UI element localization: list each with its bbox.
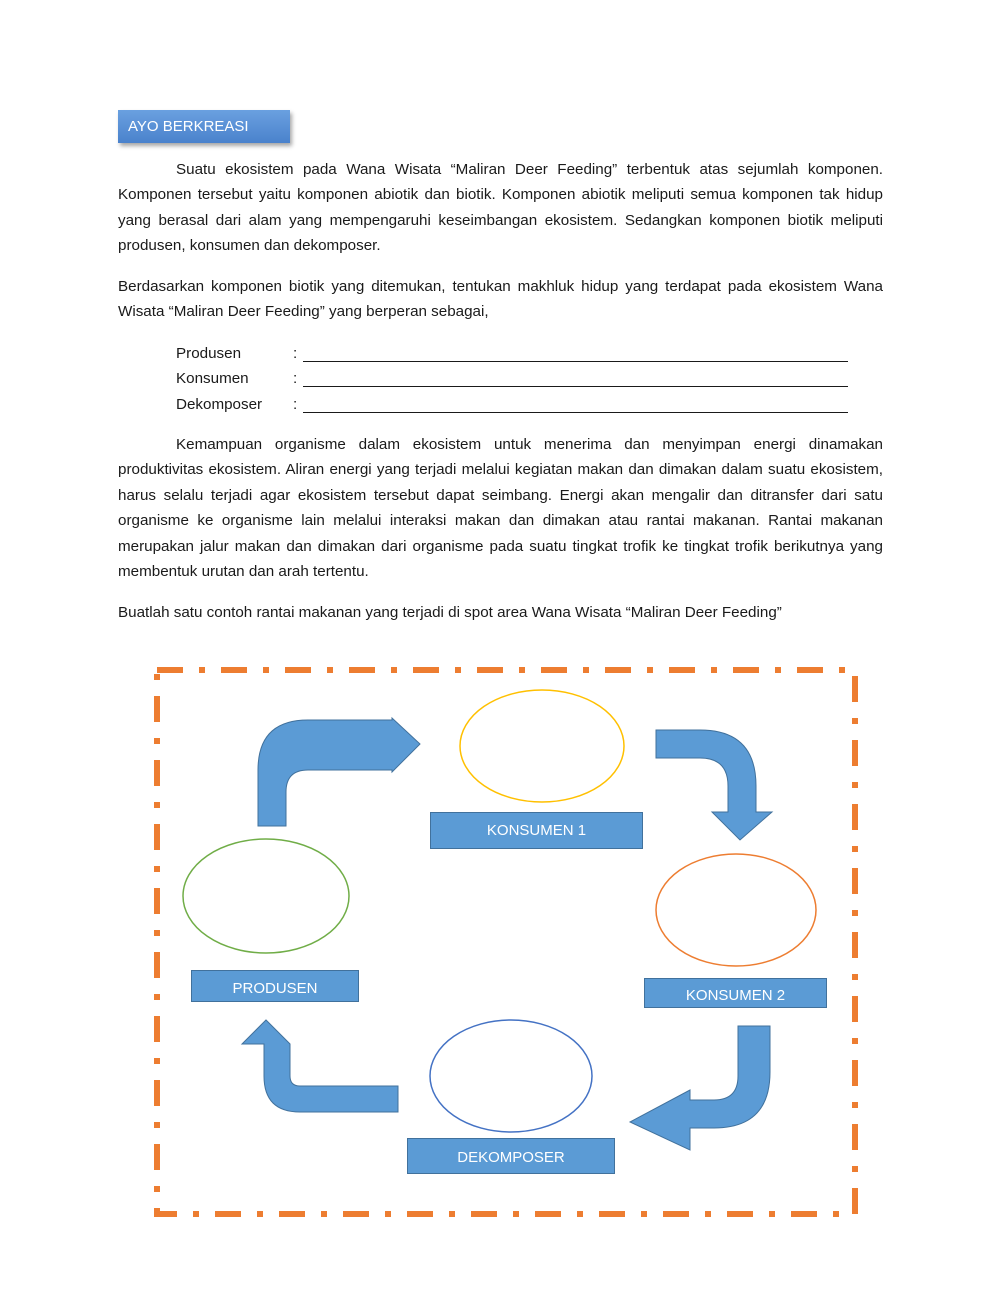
answer-label: Produsen [176, 345, 242, 362]
arrow-produsen-to-konsumen1 [258, 718, 420, 826]
arrow-konsumen2-to-dekomposer [630, 1026, 770, 1150]
oval-konsumen1[interactable] [460, 690, 624, 802]
answer-colon: : [293, 396, 298, 413]
oval-produsen[interactable] [183, 839, 349, 953]
instruction-paragraph: Berdasarkan komponen biotik yang ditemukan, tentukan makhluk hidup yang terdapat pada ekosistem Wana Wisata “Maliran Deer Feeding” yang berperan sebagai, [118, 278, 883, 321]
section-heading: AYO BERKREASI [118, 110, 290, 143]
task-paragraph: Buatlah satu contoh rantai makanan yang terjadi di spot area Wana Wisata “Maliran Deer Feeding” [118, 604, 782, 621]
label-produsen: PRODUSEN [191, 970, 359, 1002]
label-konsumen2: KONSUMEN 2 [644, 978, 827, 1008]
arrow-dekomposer-to-produsen [242, 1020, 398, 1112]
productivity-paragraph: Kemampuan organisme dalam ekosistem untuk menerima dan menyimpan energi dinamakan produktivitas ekosistem. Aliran energi yang terjadi melalui kegiatan makan dan dimakan dalam suatu ekosistem, harus selalu terjadi agar ekosistem tersebut dapat seimbang. Energi akan mengalir dan ditransfer dari satu organisme ke organisme lain melalui interaksi makan dan dimakan atau rantai makanan. Rantai makanan merupakan jalur makan dan dimakan dari organisme pada suatu tingkat trofik ke tingkat trofik berikutnya yang membentuk urutan dan arah tertentu. [118, 436, 883, 581]
answer-label: Konsumen [176, 370, 249, 387]
intro-paragraph: Suatu ekosistem pada Wana Wisata “Maliran Deer Feeding” terbentuk atas sejumlah komponen. Komponen tersebut yaitu komponen abiotik dan biotik. Komponen abiotik meliputi semua komponen tak hidup yang berasal dari alam yang mempengaruhi keseimbangan ekosistem. Sedangkan komponen biotik meliputi produsen, konsumen dan dekomposer. [118, 161, 883, 255]
answer-label: Dekomposer [176, 396, 263, 413]
label-konsumen1: KONSUMEN 1 [430, 812, 643, 849]
answer-colon: : [293, 370, 298, 387]
arrow-konsumen1-to-konsumen2 [656, 730, 772, 840]
oval-dekomposer[interactable] [430, 1020, 592, 1132]
label-dekomposer: DEKOMPOSER [407, 1138, 615, 1174]
answer-colon: : [293, 345, 298, 362]
oval-konsumen2[interactable] [656, 854, 816, 966]
